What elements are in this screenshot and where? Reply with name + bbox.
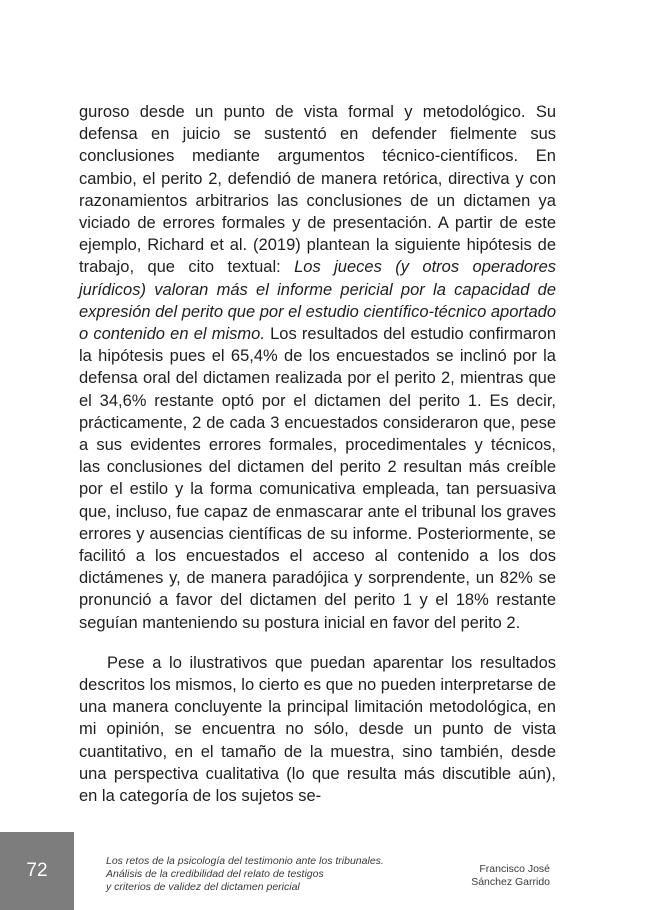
paragraph-2: Pese a lo ilustrativos que puedan aparentar los resultados descritos los mismos, lo cierto es que no pueden interpretarse de una manera concluyente la principal limitación metodológica, en mi opinión, se encuentra no sólo, desde un punto de vista cuantitativo, en el tamaño de la muestra, sino también, desde una perspectiva cualitativa (lo que resulta más discutible aún), en la categoría de los sujetos se- — [79, 653, 556, 806]
hypothesis-quote: Los jueces (y otros operadores jurídicos) valoran más el informe pericial por la capacidad de expresión del perito que por el estudio científico-técnico aportado o contenido en el mismo. — [79, 258, 556, 344]
footer-author — [440, 863, 550, 889]
page-number: 72 — [26, 860, 48, 881]
footer-author-line-1: Francisco José — [479, 863, 550, 875]
paragraph-1-text-end: Los resultados del estudio confirmaron la hipótesis pues el 65,4% de los encuestados se inclinó por la defensa oral del dictamen realizada por el perito 2, mientras que el 34,6% restante optó por el dictamen del perito 1. Es decir, prácticamente, 2 de cada 3 encuestados consideraron que, pese a sus evidentes errores formales, procedimentales y técnicos, las conclusiones del dictamen del perito 2 resultan más creíble por el estilo y la forma comunicativa empleada, tan persuasiva que, incluso, fue capaz de enmascarar ante el tribunal los graves errores y ausencias científicas de su informe. Posteriormente, se facilitó a los encuestados el acceso al contenido a los dos dictámenes y, de manera paradójica y sorprendente, un 82% se pronunció a favor del dictamen del perito 1 y el 18% restante seguían manteniendo su postura inicial en favor del perito 2. — [79, 325, 556, 632]
page-number-box — [0, 832, 74, 910]
footer-book-title-line-2: Análisis de la credibilidad del relato de testigos — [106, 868, 324, 880]
paragraph-1-text-start: guroso desde un punto de vista formal y metodológico. Su defensa en juicio se sustentó en defender fielmente sus conclusiones mediante argumentos técnico-científicos. En cambio, el perito 2, defendió de manera retórica, directiva y con razonamientos arbitrarios las conclusiones de un dictamen ya viciado de errores formales y de presentación. A partir de este ejemplo, Richard et al. (2019) plantean la siguiente hipótesis de trabajo, que cito textual: — [79, 103, 556, 277]
footer-book-title — [106, 855, 406, 894]
page-body — [79, 101, 556, 807]
footer-book-title-line-1: Los retos de la psicología del testimonio ante los tribunales. — [106, 855, 384, 867]
paragraph-1 — [79, 101, 556, 634]
footer-author-line-2: Sánchez Garrido — [471, 876, 550, 888]
footer-book-title-line-3: y criterios de validez del dictamen pericial — [106, 881, 300, 893]
